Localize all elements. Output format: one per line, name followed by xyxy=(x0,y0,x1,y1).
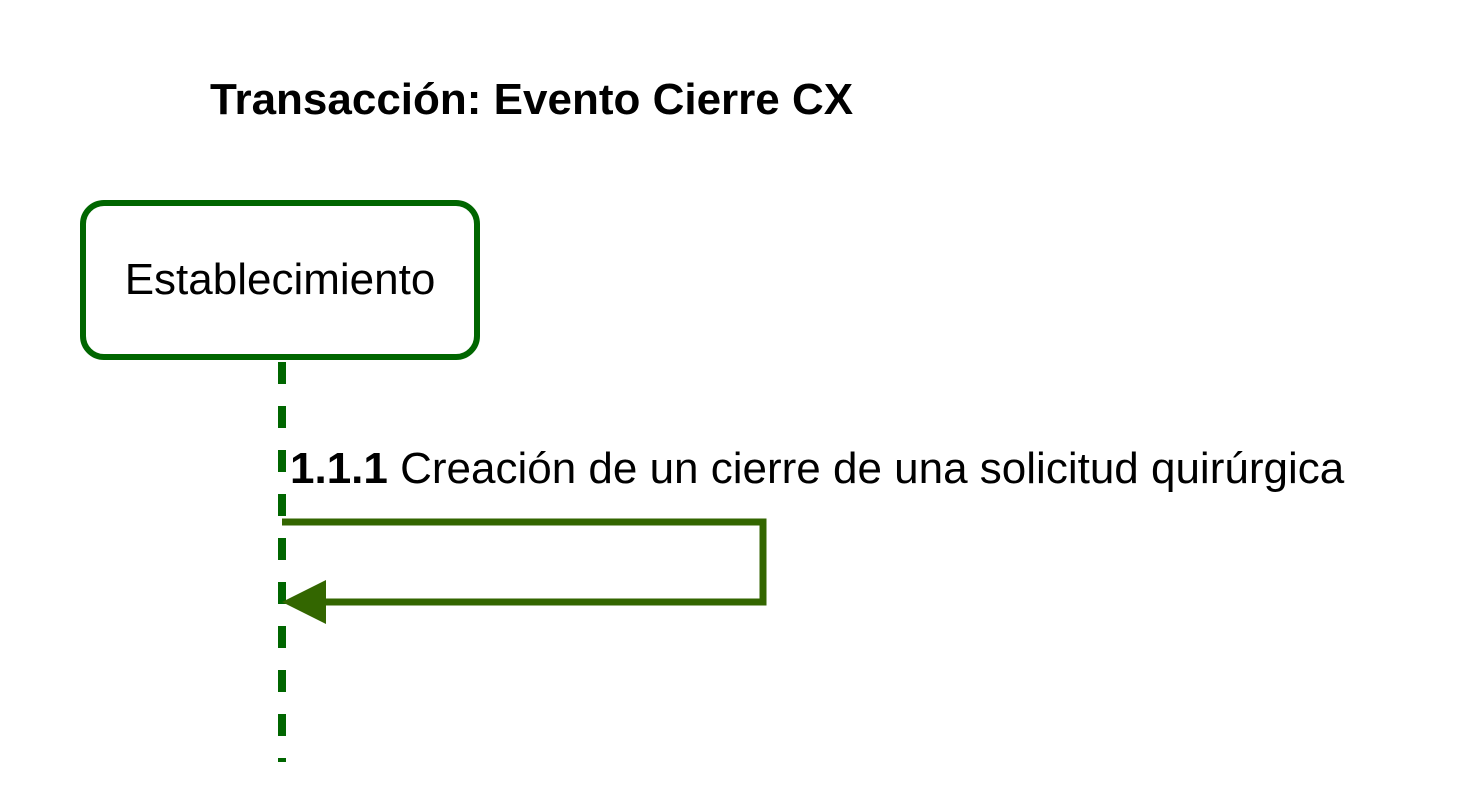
self-message-arrow xyxy=(282,522,763,602)
message-text: Creación de un cierre de una solicitud quirúrgica xyxy=(400,444,1345,493)
message-number: 1.1.1 xyxy=(290,444,388,493)
message-label xyxy=(290,442,1344,496)
participant-box xyxy=(80,200,480,360)
arrowhead-icon xyxy=(282,580,326,624)
diagram-title: Transacción: Evento Cierre CX xyxy=(210,75,854,124)
participant-label: Establecimiento xyxy=(124,255,436,304)
